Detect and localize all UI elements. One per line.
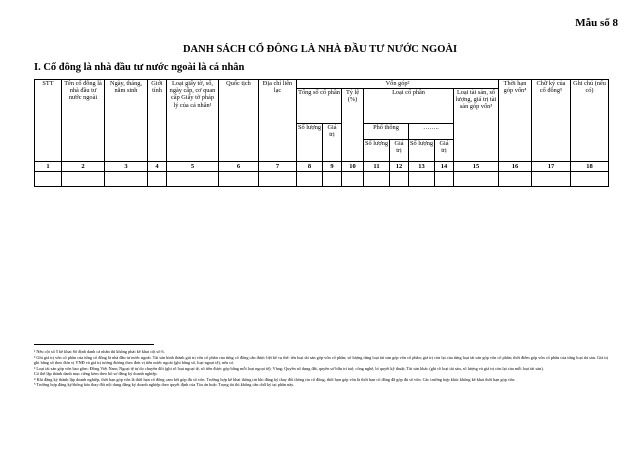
empty-cell[interactable] bbox=[148, 172, 167, 187]
empty-cell[interactable] bbox=[571, 172, 609, 187]
footnote-5: ⁵ Trường hợp đăng ký/thông báo thay đổi nội dung đăng ký doanh nghiệp theo quyết định của Tòa án hoặc Trọng tài thì không cần chữ ký tại phần này. bbox=[34, 382, 295, 388]
header-common-value: Giá trị bbox=[390, 140, 409, 162]
empty-cell[interactable] bbox=[297, 172, 323, 187]
footnote-4: ⁴ Khi đăng ký thành lập doanh nghiệp, thời hạn góp vốn là thời hạn cổ đông cam kết góp đủ số vốn. Trường hợp kê khai thông tin khi đăng ký thay đổi thông tin cổ đông, thời hạn góp vốn là thời hạn cổ đông đã góp đủ số vốn. Các trường hợp khác không kê khai thời hạn góp vốn. bbox=[34, 376, 516, 382]
empty-cell[interactable] bbox=[259, 172, 297, 187]
column-number: 17 bbox=[532, 162, 571, 172]
empty-cell[interactable] bbox=[454, 172, 499, 187]
column-number: 9 bbox=[323, 162, 342, 172]
footnote-divider bbox=[34, 344, 154, 345]
empty-cell[interactable] bbox=[390, 172, 409, 187]
column-number: 16 bbox=[499, 162, 532, 172]
column-number: 6 bbox=[219, 162, 259, 172]
column-number: 7 bbox=[259, 162, 297, 172]
column-number-row bbox=[35, 162, 609, 172]
column-number: 13 bbox=[409, 162, 435, 172]
empty-cell[interactable] bbox=[167, 172, 219, 187]
header-note: Ghi chú (nếu có) bbox=[571, 80, 609, 162]
empty-cell[interactable] bbox=[62, 172, 105, 187]
column-number: 11 bbox=[364, 162, 390, 172]
header-other-quantity: Số lượng bbox=[409, 140, 435, 162]
header-asset-type: Loại tài sản, số lượng, giá trị tài sản góp vốn³ bbox=[454, 89, 499, 162]
column-number: 8 bbox=[297, 162, 323, 172]
shareholder-table bbox=[34, 79, 609, 187]
header-dob: Ngày, tháng, năm sinh bbox=[105, 80, 148, 162]
header-other-value: Giá trị bbox=[435, 140, 454, 162]
header-total-shares: Tổng số cổ phần bbox=[297, 89, 342, 124]
column-number: 12 bbox=[390, 162, 409, 172]
header-share-types: Loại cổ phần bbox=[364, 89, 454, 124]
header-ratio: Tỷ lệ (%) bbox=[342, 89, 364, 162]
footnotes bbox=[34, 349, 612, 388]
header-name: Tên cổ đông là nhà đầu tư nước ngoài bbox=[62, 80, 105, 162]
header-stt: STT bbox=[35, 80, 62, 162]
header-nationality: Quốc tịch bbox=[219, 80, 259, 162]
empty-cell[interactable] bbox=[532, 172, 571, 187]
footnote-2: ² Ghi giá trị vốn cổ phần của từng cổ đông là nhà đầu tư nước ngoài. Tài sản hình thành giá trị vốn cổ phần của từng cổ đông cần được liệt kê cụ thể: tên loại tài sản góp vốn cổ phần; số lượng từng loại tài sản góp vốn cổ phần; giá trị còn lại của từng loại tài sản góp vốn cổ phần; thời điểm góp vốn cổ phần của từng loại tài sản. Giá trị ghi bằng số theo đơn vị VNĐ và giá trị tương đương theo đơn vị tiền nước ngoài (ghi bằng số, loại ngoại tệ), nếu có. bbox=[34, 354, 609, 366]
footnote-1: ¹ Nếu cột số 5 kê khai Số định danh cá nhân thì không phải kê khai cột số 6. bbox=[34, 349, 165, 354]
header-total-quantity: Số lượng bbox=[297, 124, 323, 162]
column-number: 2 bbox=[62, 162, 105, 172]
empty-cell[interactable] bbox=[105, 172, 148, 187]
column-number: 5 bbox=[167, 162, 219, 172]
empty-cell[interactable] bbox=[435, 172, 454, 187]
empty-cell[interactable] bbox=[323, 172, 342, 187]
header-id-document: Loại giấy tờ, số, ngày cấp, cơ quan cấp Giấy tờ pháp lý của cá nhân¹ bbox=[167, 80, 219, 162]
header-signature: Chữ ký của cổ đông⁵ bbox=[532, 80, 571, 162]
column-number: 1 bbox=[35, 162, 62, 172]
footnote-3-note: Có thể lập thành danh mục riêng kèm theo hồ sơ đăng ký doanh nghiệp. bbox=[34, 371, 158, 377]
empty-cell[interactable] bbox=[499, 172, 532, 187]
section-title: I. Cổ đông là nhà đầu tư nước ngoài là cá nhân bbox=[34, 62, 245, 73]
header-other-shares: …….. bbox=[409, 124, 454, 140]
header-address: Địa chỉ liên lạc bbox=[259, 80, 297, 162]
column-number: 3 bbox=[105, 162, 148, 172]
column-number: 15 bbox=[454, 162, 499, 172]
empty-cell[interactable] bbox=[219, 172, 259, 187]
empty-cell[interactable] bbox=[364, 172, 390, 187]
header-term: Thời hạn góp vốn⁴ bbox=[499, 80, 532, 162]
column-number: 14 bbox=[435, 162, 454, 172]
footnote-3: ³ Loại tài sản góp vốn bao gồm: Đồng Việt Nam; Ngoại tệ tự do chuyển đổi (ghi rõ loại ngoại tệ, số tiền được góp bằng mỗi loại ngoại tệ); Vàng; Quyền sử dụng đất, quyền sở hữu trí tuệ, công nghệ, bí quyết kỹ thuật; Tài sản khác (ghi rõ loại tài sản, số lượng và giá trị còn lại của mỗi loại tài sản). bbox=[34, 365, 544, 371]
header-gender: Giới tính bbox=[148, 80, 167, 162]
header-capital: Vốn góp² bbox=[297, 80, 499, 89]
column-number: 18 bbox=[571, 162, 609, 172]
header-total-value: Giá trị bbox=[323, 124, 342, 162]
empty-cell[interactable] bbox=[409, 172, 435, 187]
header-common-quantity: Số lượng bbox=[364, 140, 390, 162]
form-number: Mẫu số 8 bbox=[575, 17, 618, 29]
empty-cell[interactable] bbox=[342, 172, 364, 187]
column-number: 4 bbox=[148, 162, 167, 172]
table-row bbox=[35, 172, 609, 187]
empty-cell[interactable] bbox=[35, 172, 62, 187]
column-number: 10 bbox=[342, 162, 364, 172]
header-common-shares: Phổ thông bbox=[364, 124, 409, 140]
document-title: DANH SÁCH CỔ ĐÔNG LÀ NHÀ ĐẦU TƯ NƯỚC NGOÀI bbox=[182, 44, 458, 55]
